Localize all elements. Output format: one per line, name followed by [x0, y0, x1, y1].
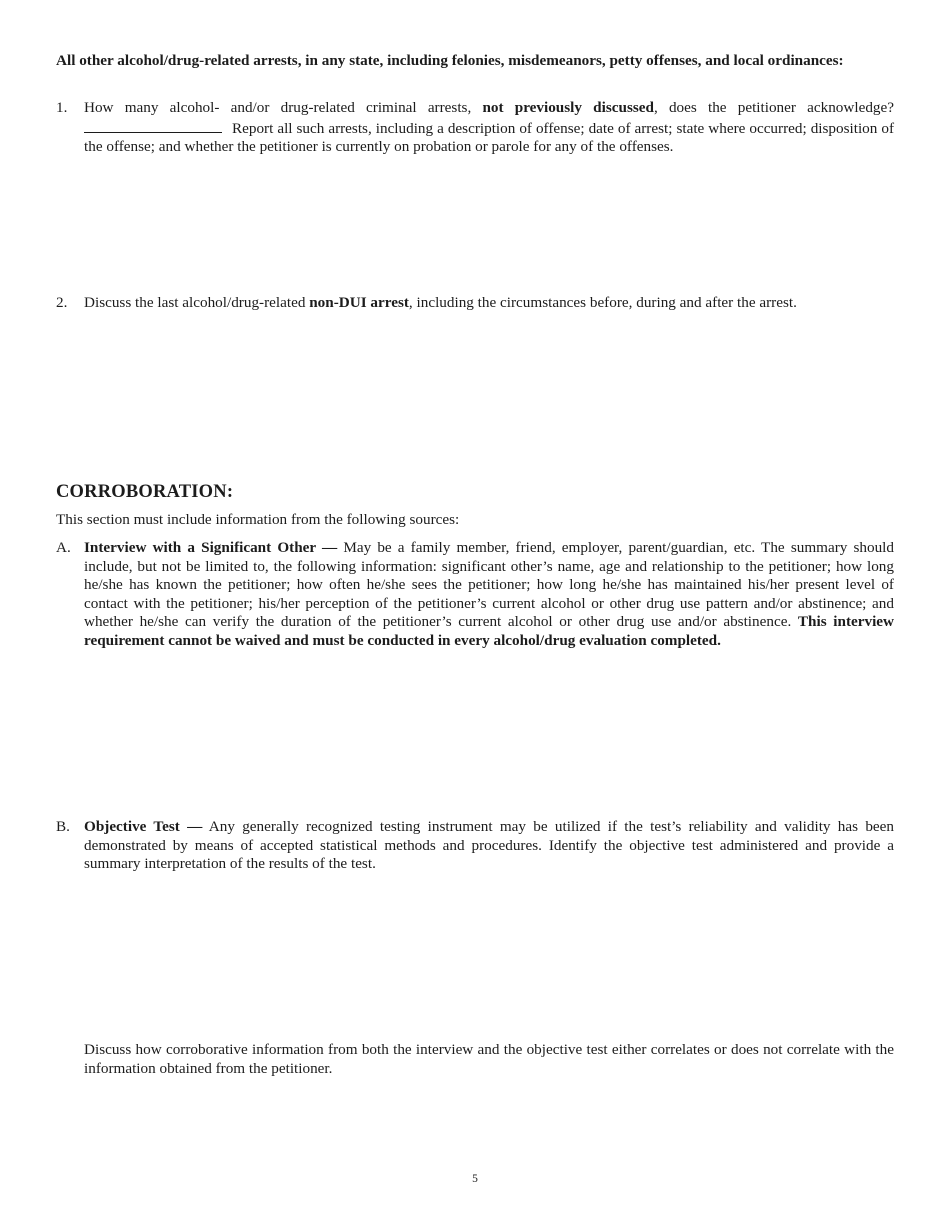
- source-a-marker: A.: [56, 539, 71, 556]
- corroboration-heading: CORROBORATION:: [56, 482, 234, 502]
- question-2-body: [84, 294, 894, 313]
- source-b-marker: B.: [56, 818, 70, 835]
- section-intro: All other alcohol/drug-related arrests, in any state, including felonies, misdemeanors, petty offenses, and local ordinances:: [56, 52, 844, 69]
- question-2-text-a: Discuss the last alcohol/drug-related: [84, 294, 310, 311]
- corroboration-lead: This section must include information from the following sources:: [56, 511, 460, 528]
- question-1: [56, 99, 894, 157]
- corroboration-discussion: Discuss how corroborative information from both the interview and the objective test either correlates or does not correlate with the information obtained from the petitioner.: [84, 1041, 894, 1077]
- source-b: [56, 818, 894, 874]
- source-b-body: [84, 818, 894, 874]
- question-2-emphasis: non-DUI arrest: [309, 294, 409, 311]
- question-2: [56, 294, 894, 313]
- source-a-body: [84, 539, 894, 651]
- question-1-number: 1.: [56, 99, 68, 116]
- question-2-number: 2.: [56, 294, 68, 311]
- question-1-body: [84, 99, 894, 157]
- question-1-text-c: Report all such arrests, including a description of offense; date of arrest; state where occurred; disposition of the offense; and whether the petitioner is currently on probation or parole for any of the offenses.: [84, 119, 894, 156]
- question-1-text-a: How many alcohol- and/or drug-related criminal arrests,: [84, 99, 483, 116]
- source-b-title: Objective Test —: [84, 818, 203, 835]
- question-2-text-b: , including the circumstances before, during and after the arrest.: [408, 294, 797, 311]
- source-b-text: Any generally recognized testing instrument may be utilized if the test’s reliability and validity has been demonstrated by means of accepted statistical methods and procedures. Identify the objective test administered and provide a summary interpretation of the results of the test.: [84, 818, 894, 873]
- page-number: 5: [472, 1173, 478, 1185]
- source-a-title: Interview with a Significant Other —: [84, 539, 338, 556]
- source-a-requirement: This interview requirement cannot be waived and must be conducted in every alcohol/drug evaluation completed.: [84, 613, 895, 649]
- arrest-count-blank[interactable]: [84, 118, 222, 133]
- question-1-emphasis: not previously discussed: [482, 99, 654, 116]
- question-1-text-b: , does the petitioner acknowledge?: [653, 99, 894, 116]
- source-a-text: May be a family member, friend, employer, parent/guardian, etc. The summary should include, but not be limited to, the following information: significant other’s name, age and relationship to the petitioner; how long he/she has known the petitioner; how often he/she sees the petitioner; how long he/she has maintained his/her present level of contact with the petitioner; his/her perception of the petitioner’s current alcohol or other drug use pattern and/or abstinence; and whether he/she can verify the duration of the petitioner’s current alcohol or other drug use and/or abstinence.: [84, 539, 894, 631]
- source-a: [56, 539, 894, 651]
